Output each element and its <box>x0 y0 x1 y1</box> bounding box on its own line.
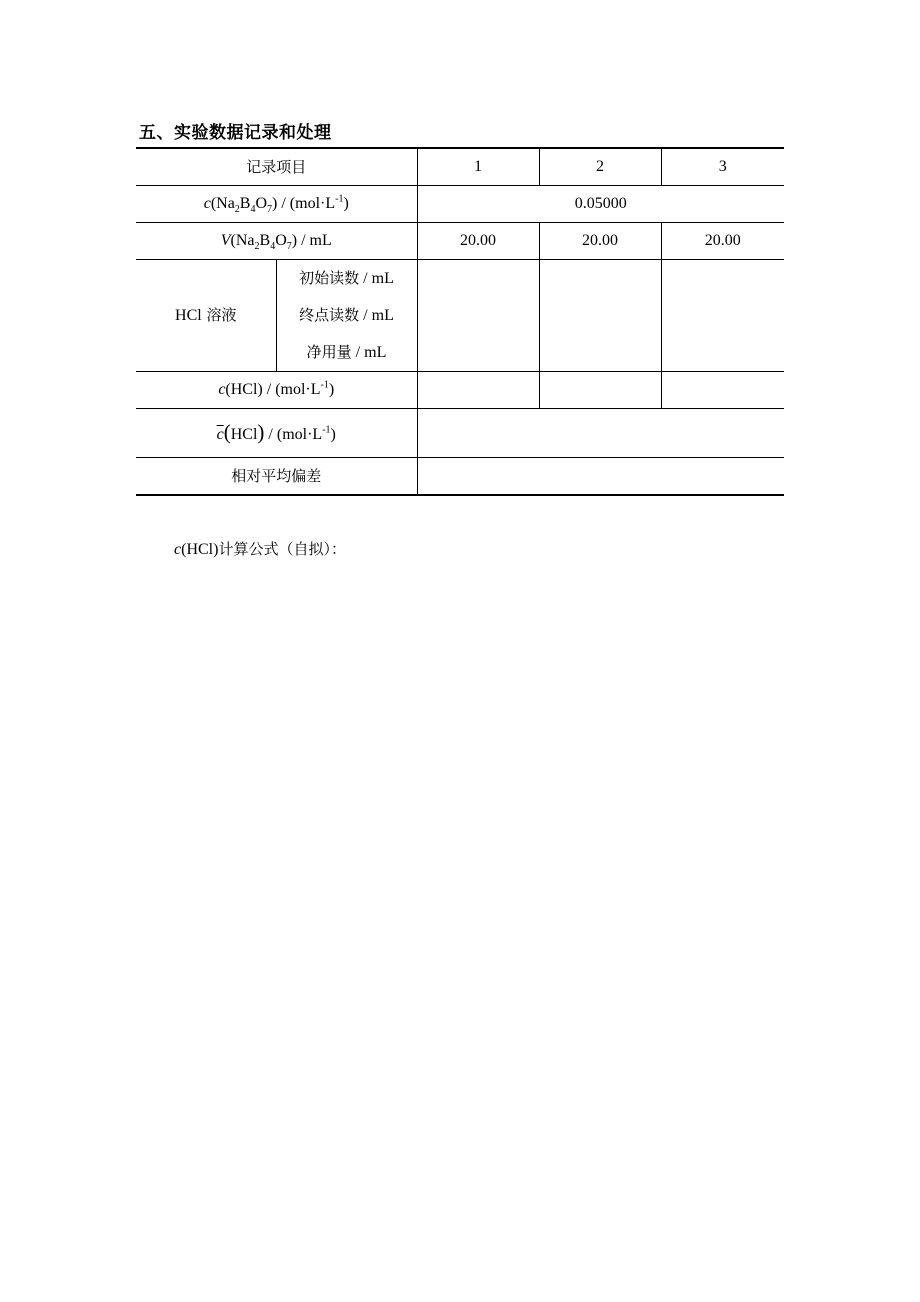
record-item-header: 记录项目 <box>136 148 417 186</box>
hcl-concentration-trial-2[interactable] <box>539 372 661 409</box>
hcl-solution-label: HCl 溶液 <box>136 260 276 372</box>
net-volume-label: 净用量 / mL <box>306 343 387 361</box>
borax-volume-label: $V(Na_2B_4O_7)$ / mL <box>136 223 417 260</box>
table-header-row <box>136 148 784 186</box>
borax-volume-trial-1: 20.00 <box>417 223 539 260</box>
hcl-mean-concentration-value[interactable] <box>417 409 784 458</box>
data-record-table <box>136 147 784 496</box>
borax-volume-trial-3: 20.00 <box>661 223 784 260</box>
relative-mean-deviation-label: 相对平均偏差 <box>136 458 417 496</box>
final-reading-label: 终点读数 / mL <box>299 306 394 324</box>
borax-concentration-label: $c(Na_2B_4O_7) / (mol\cdot L^{-1})$ <box>136 186 417 223</box>
trial-1-header: 1 <box>417 148 539 186</box>
hcl-mean-concentration-label: $\overline{c}(HCl) / (mol\cdot L^{-1})$ <box>136 409 417 458</box>
formula-prompt: c(HCl)计算公式（自拟）： <box>174 540 346 558</box>
trial-2-header: 2 <box>539 148 661 186</box>
table-row-borax-volume <box>136 223 784 260</box>
table-row-relative-mean-deviation <box>136 458 784 496</box>
hcl-readings-labels <box>276 260 417 372</box>
initial-reading-label: 初始读数 / mL <box>299 269 394 287</box>
trial-3-header: 3 <box>661 148 784 186</box>
hcl-readings-trial-2[interactable] <box>539 260 661 372</box>
hcl-concentration-trial-1[interactable] <box>417 372 539 409</box>
table-row-hcl-solution <box>136 260 784 372</box>
borax-concentration-value: 0.05000 <box>417 186 784 223</box>
table-row-hcl-concentration <box>136 372 784 409</box>
table-row-borax-concentration <box>136 186 784 223</box>
hcl-readings-trial-1[interactable] <box>417 260 539 372</box>
relative-mean-deviation-value[interactable] <box>417 458 784 496</box>
table-row-hcl-mean-concentration <box>136 409 784 458</box>
section-title: 五、实验数据记录和处理 <box>139 123 332 143</box>
hcl-concentration-label: $c(HCl) / (mol\cdot L^{-1})$ <box>136 372 417 409</box>
hcl-readings-trial-3[interactable] <box>661 260 784 372</box>
hcl-concentration-trial-3[interactable] <box>661 372 784 409</box>
borax-volume-trial-2: 20.00 <box>539 223 661 260</box>
